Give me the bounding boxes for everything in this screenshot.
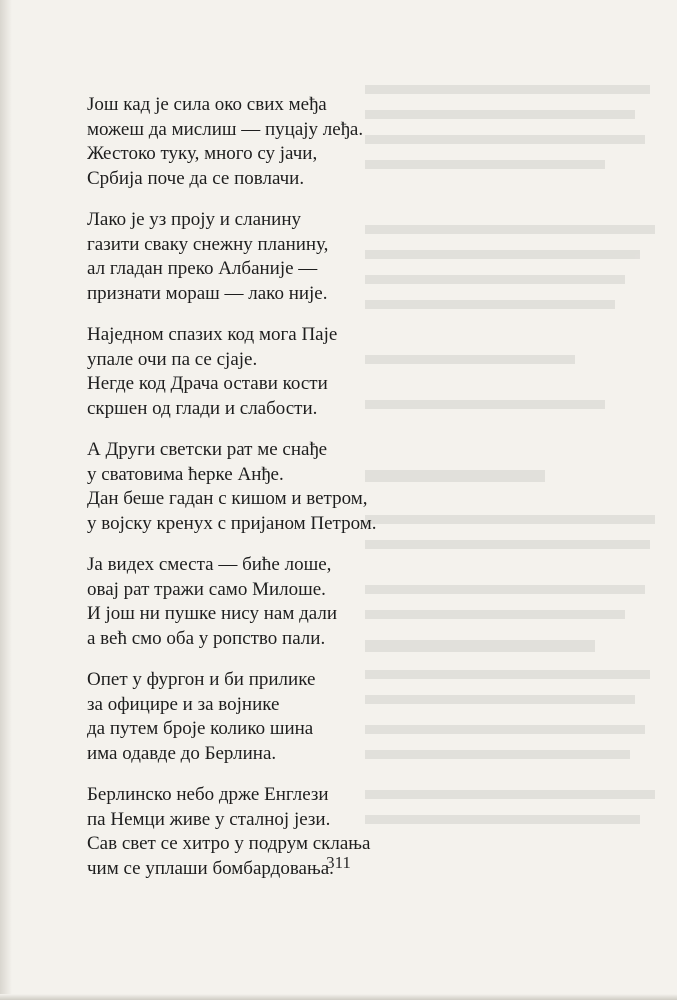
poem-line: има одавде до Берлина. (87, 742, 277, 764)
stanza (87, 323, 427, 421)
poem-line: скршен од глади и слабости. (87, 397, 318, 419)
poem-line: Ја видех сместа — биће лоше, (87, 554, 332, 575)
poem-line: чим се уплаши бомбардовања. (87, 857, 334, 879)
poem-line: упале очи па се сјаје. (87, 348, 258, 370)
poem-line: Наједном спазих код мога Паје (87, 324, 338, 345)
poem-line: Србија поче да се повлачи. (87, 167, 305, 189)
page-bottom-edge (0, 994, 677, 1000)
poem-line: признати мораш — лако није. (87, 282, 328, 304)
page-number: 311 (326, 853, 351, 872)
poem-line: можеш да мислиш — пуцају леђа. (87, 118, 364, 140)
stanza (87, 208, 427, 306)
poem-line: Сав свет се хитро у подрум склања (87, 833, 371, 854)
poem-line: у војску кренух с пријаном Петром. (87, 512, 377, 534)
poem-line: Још кад је сила око свих међа (87, 94, 327, 115)
poem-line: Негде код Драча остави кости (87, 373, 328, 394)
stanza (87, 668, 427, 766)
poem-line: Жестоко туку, много су јачи, (87, 143, 318, 164)
poem-line: Опет у фургон и би прилике (87, 669, 316, 690)
stanza (87, 553, 427, 651)
poem-line: Лако је уз проју и сланину (87, 209, 302, 230)
poem-line: А Други светски рат ме снађе (87, 439, 328, 460)
poem-line: па Немци живе у сталној јези. (87, 808, 331, 830)
poem-line: овај рат тражи само Милоше. (87, 578, 326, 600)
poem-line: ал гладан преко Албаније — (87, 258, 318, 279)
poem-line: И још ни пушке нису нам дали (87, 603, 338, 624)
poem-line: газити сваку снежну планину, (87, 233, 329, 255)
page-gutter-shadow (0, 0, 12, 1000)
poem-line: у сватовима ћерке Анђе. (87, 463, 284, 485)
poem-line: Берлинско небо држе Енглези (87, 784, 329, 805)
stanza (87, 93, 427, 191)
poem-line: за официре и за војнике (87, 693, 280, 715)
poem-line: Дан беше гадан с кишом и ветром, (87, 488, 368, 509)
stanza (87, 438, 427, 536)
poem-body (87, 93, 427, 898)
poem-line: а већ смо оба у ропство пали. (87, 627, 326, 649)
poem-line: да путем броје колико шина (87, 718, 314, 739)
